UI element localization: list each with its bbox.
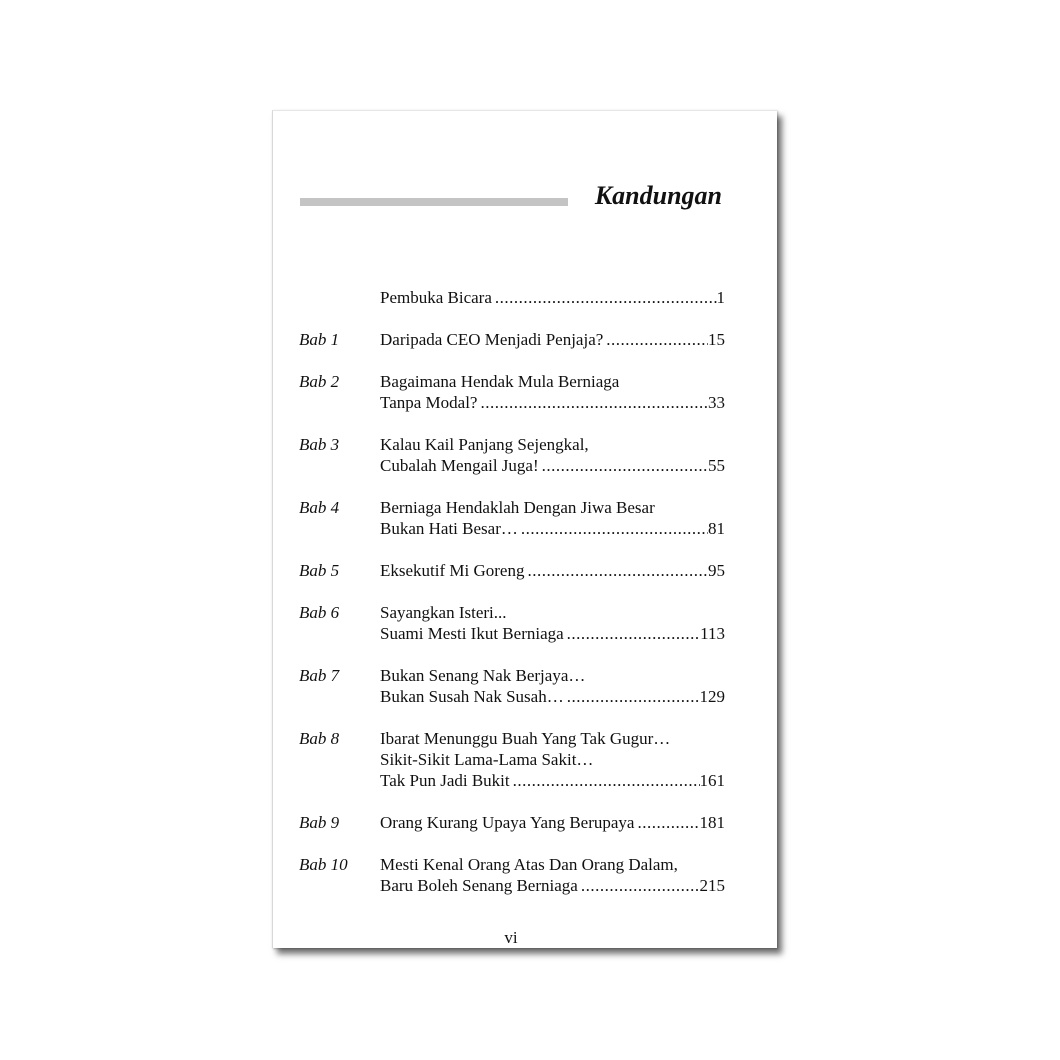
entry-title-line: Mesti Kenal Orang Atas Dan Orang Dalam, [380, 855, 678, 874]
entry-last-line [380, 392, 725, 413]
entry-page-number: 181 [699, 813, 725, 832]
entry-title-line: Orang Kurang Upaya Yang Berupaya [380, 813, 635, 832]
entry-title-line: Suami Mesti Ikut Berniaga [380, 624, 564, 643]
entry-title [380, 728, 725, 791]
entry-last-line [380, 623, 725, 644]
dot-leader [542, 455, 708, 476]
chapter-label: Bab 7 [299, 666, 340, 685]
entry-page-number: 33 [708, 393, 725, 412]
entry-last-line [380, 287, 725, 308]
entry-last-line [380, 518, 725, 539]
entry-title-line: Cubalah Mengail Juga! [380, 456, 539, 475]
entry-page-number: 215 [699, 876, 725, 895]
entry-title-line: Baru Boleh Senang Berniaga [380, 876, 578, 895]
dot-leader [581, 875, 700, 896]
dot-leader [637, 812, 699, 833]
dot-leader [480, 392, 708, 413]
entry-last-line [380, 875, 725, 896]
chapter-label: Bab 3 [299, 435, 340, 454]
entry-title [380, 497, 725, 539]
entry-title [380, 560, 725, 581]
chapter-label: Bab 8 [299, 729, 340, 748]
dot-leader [513, 770, 700, 791]
dot-leader [495, 287, 717, 308]
entry-title-line: Sikit-Sikit Lama-Lama Sakit… [380, 750, 594, 769]
entry-title-line: Tanpa Modal? [380, 393, 478, 412]
entry-page-number: 15 [708, 330, 725, 349]
entry-title [380, 371, 725, 413]
page-number: vi [504, 928, 518, 947]
page-title: Kandungan [594, 181, 722, 210]
entry-title [380, 287, 725, 308]
entry-title-line: Ibarat Menunggu Buah Yang Tak Gugur… [380, 729, 671, 748]
chapter-label: Bab 1 [299, 330, 340, 349]
entry-title [380, 602, 725, 644]
chapter-label: Bab 6 [299, 603, 340, 622]
entry-page-number: 129 [699, 687, 725, 706]
entry-last-line [380, 329, 725, 350]
entry-title-line: Pembuka Bicara [380, 288, 492, 307]
entry-title-line: Berniaga Hendaklah Dengan Jiwa Besar [380, 498, 655, 517]
entry-last-line [380, 686, 725, 707]
chapter-label: Bab 4 [299, 498, 340, 517]
entry-title-line: Bukan Senang Nak Berjaya… [380, 666, 586, 685]
book-page [272, 110, 777, 948]
chapter-label: Bab 10 [299, 855, 348, 874]
entry-page-number: 55 [708, 456, 725, 475]
entry-last-line [380, 560, 725, 581]
entry-page-number: 95 [708, 561, 725, 580]
dot-leader [521, 518, 708, 539]
entry-title [380, 329, 725, 350]
entry-last-line [380, 812, 725, 833]
chapter-label: Bab 5 [299, 561, 340, 580]
entry-title [380, 434, 725, 476]
chapter-label: Bab 9 [299, 813, 340, 832]
entry-page-number: 161 [699, 771, 725, 790]
entry-page-number: 113 [700, 624, 725, 643]
dot-leader [527, 560, 708, 581]
entry-title [380, 854, 725, 896]
entry-page-number: 1 [716, 288, 725, 307]
entry-title-line: Bukan Susah Nak Susah… [380, 687, 564, 706]
entry-last-line [380, 455, 725, 476]
entry-title [380, 812, 725, 833]
entry-page-number: 81 [708, 519, 725, 538]
entry-last-line [380, 770, 725, 791]
entry-title-line: Kalau Kail Panjang Sejengkal, [380, 435, 589, 454]
entry-title-line: Sayangkan Isteri... [380, 603, 507, 622]
entry-title-line: Eksekutif Mi Goreng [380, 561, 525, 580]
dot-leader [606, 329, 708, 350]
dot-leader [567, 623, 700, 644]
heading-rule [300, 198, 568, 206]
dot-leader [567, 686, 700, 707]
entry-title-line: Daripada CEO Menjadi Penjaja? [380, 330, 604, 349]
entry-title-line: Bagaimana Hendak Mula Berniaga [380, 372, 620, 391]
entry-title-line: Tak Pun Jadi Bukit [380, 771, 510, 790]
entry-title [380, 665, 725, 707]
chapter-label: Bab 2 [299, 372, 340, 391]
entry-title-line: Bukan Hati Besar… [380, 519, 518, 538]
